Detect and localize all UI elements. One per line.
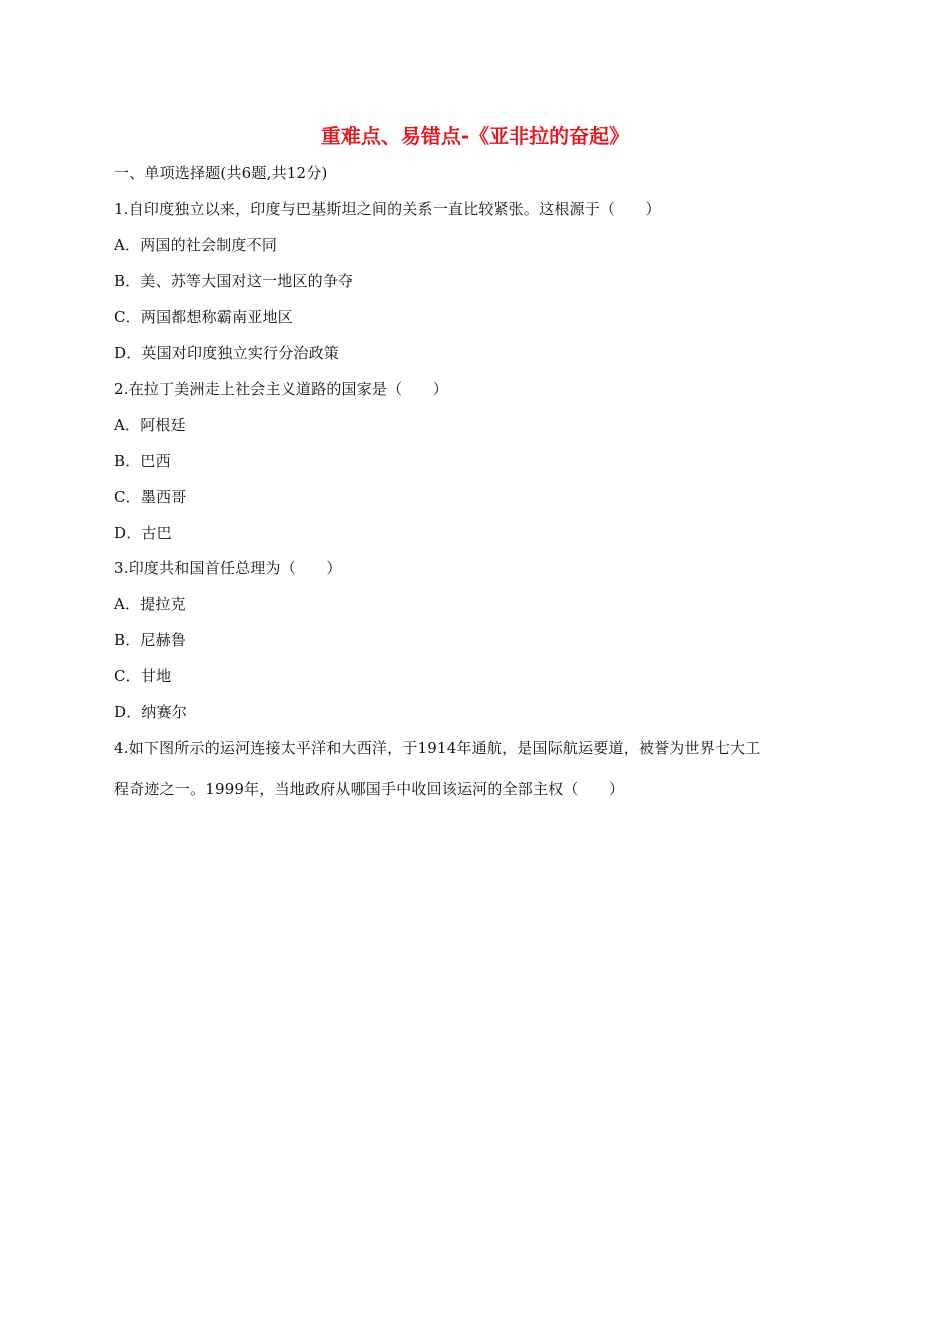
question-2-option-d: D．古巴 xyxy=(114,524,172,542)
question-2-option-b: B．巴西 xyxy=(114,452,171,470)
question-2-option-a: A．阿根廷 xyxy=(114,416,186,434)
question-3-option-b: B．尼赫鲁 xyxy=(114,631,187,649)
question-1-option-a: A．两国的社会制度不同 xyxy=(114,236,278,254)
section-heading: 一、单项选择题(共6题,共12分) xyxy=(114,164,328,182)
question-3-option-d: D．纳赛尔 xyxy=(114,703,188,721)
question-1-stem: 1.自印度独立以来，印度与巴基斯坦之间的关系一直比较紧张。这根源于（ ） xyxy=(114,200,661,218)
document-title: 重难点、易错点-《亚非拉的奋起》 xyxy=(320,124,630,148)
question-4-stem-line-2: 程奇迹之一。1999年，当地政府从哪国手中收回该运河的全部主权（ ） xyxy=(114,780,625,798)
question-1-option-c: C．两国都想称霸南亚地区 xyxy=(114,308,293,326)
question-3-option-a: A．提拉克 xyxy=(114,595,186,613)
question-1-option-d: D．英国对印度独立实行分治政策 xyxy=(114,344,340,362)
question-1-option-b: B．美、苏等大国对这一地区的争夺 xyxy=(114,272,354,290)
question-3-stem: 3.印度共和国首任总理为（ ） xyxy=(114,559,342,577)
question-4-stem-line-1: 4.如下图所示的运河连接太平洋和大西洋，于1914年通航，是国际航运要道，被誉为世界七大工 xyxy=(114,739,761,757)
question-2-stem: 2.在拉丁美洲走上社会主义道路的国家是（ ） xyxy=(114,380,448,398)
question-3-option-c: C．甘地 xyxy=(114,667,172,685)
question-2-option-c: C．墨西哥 xyxy=(114,488,187,506)
